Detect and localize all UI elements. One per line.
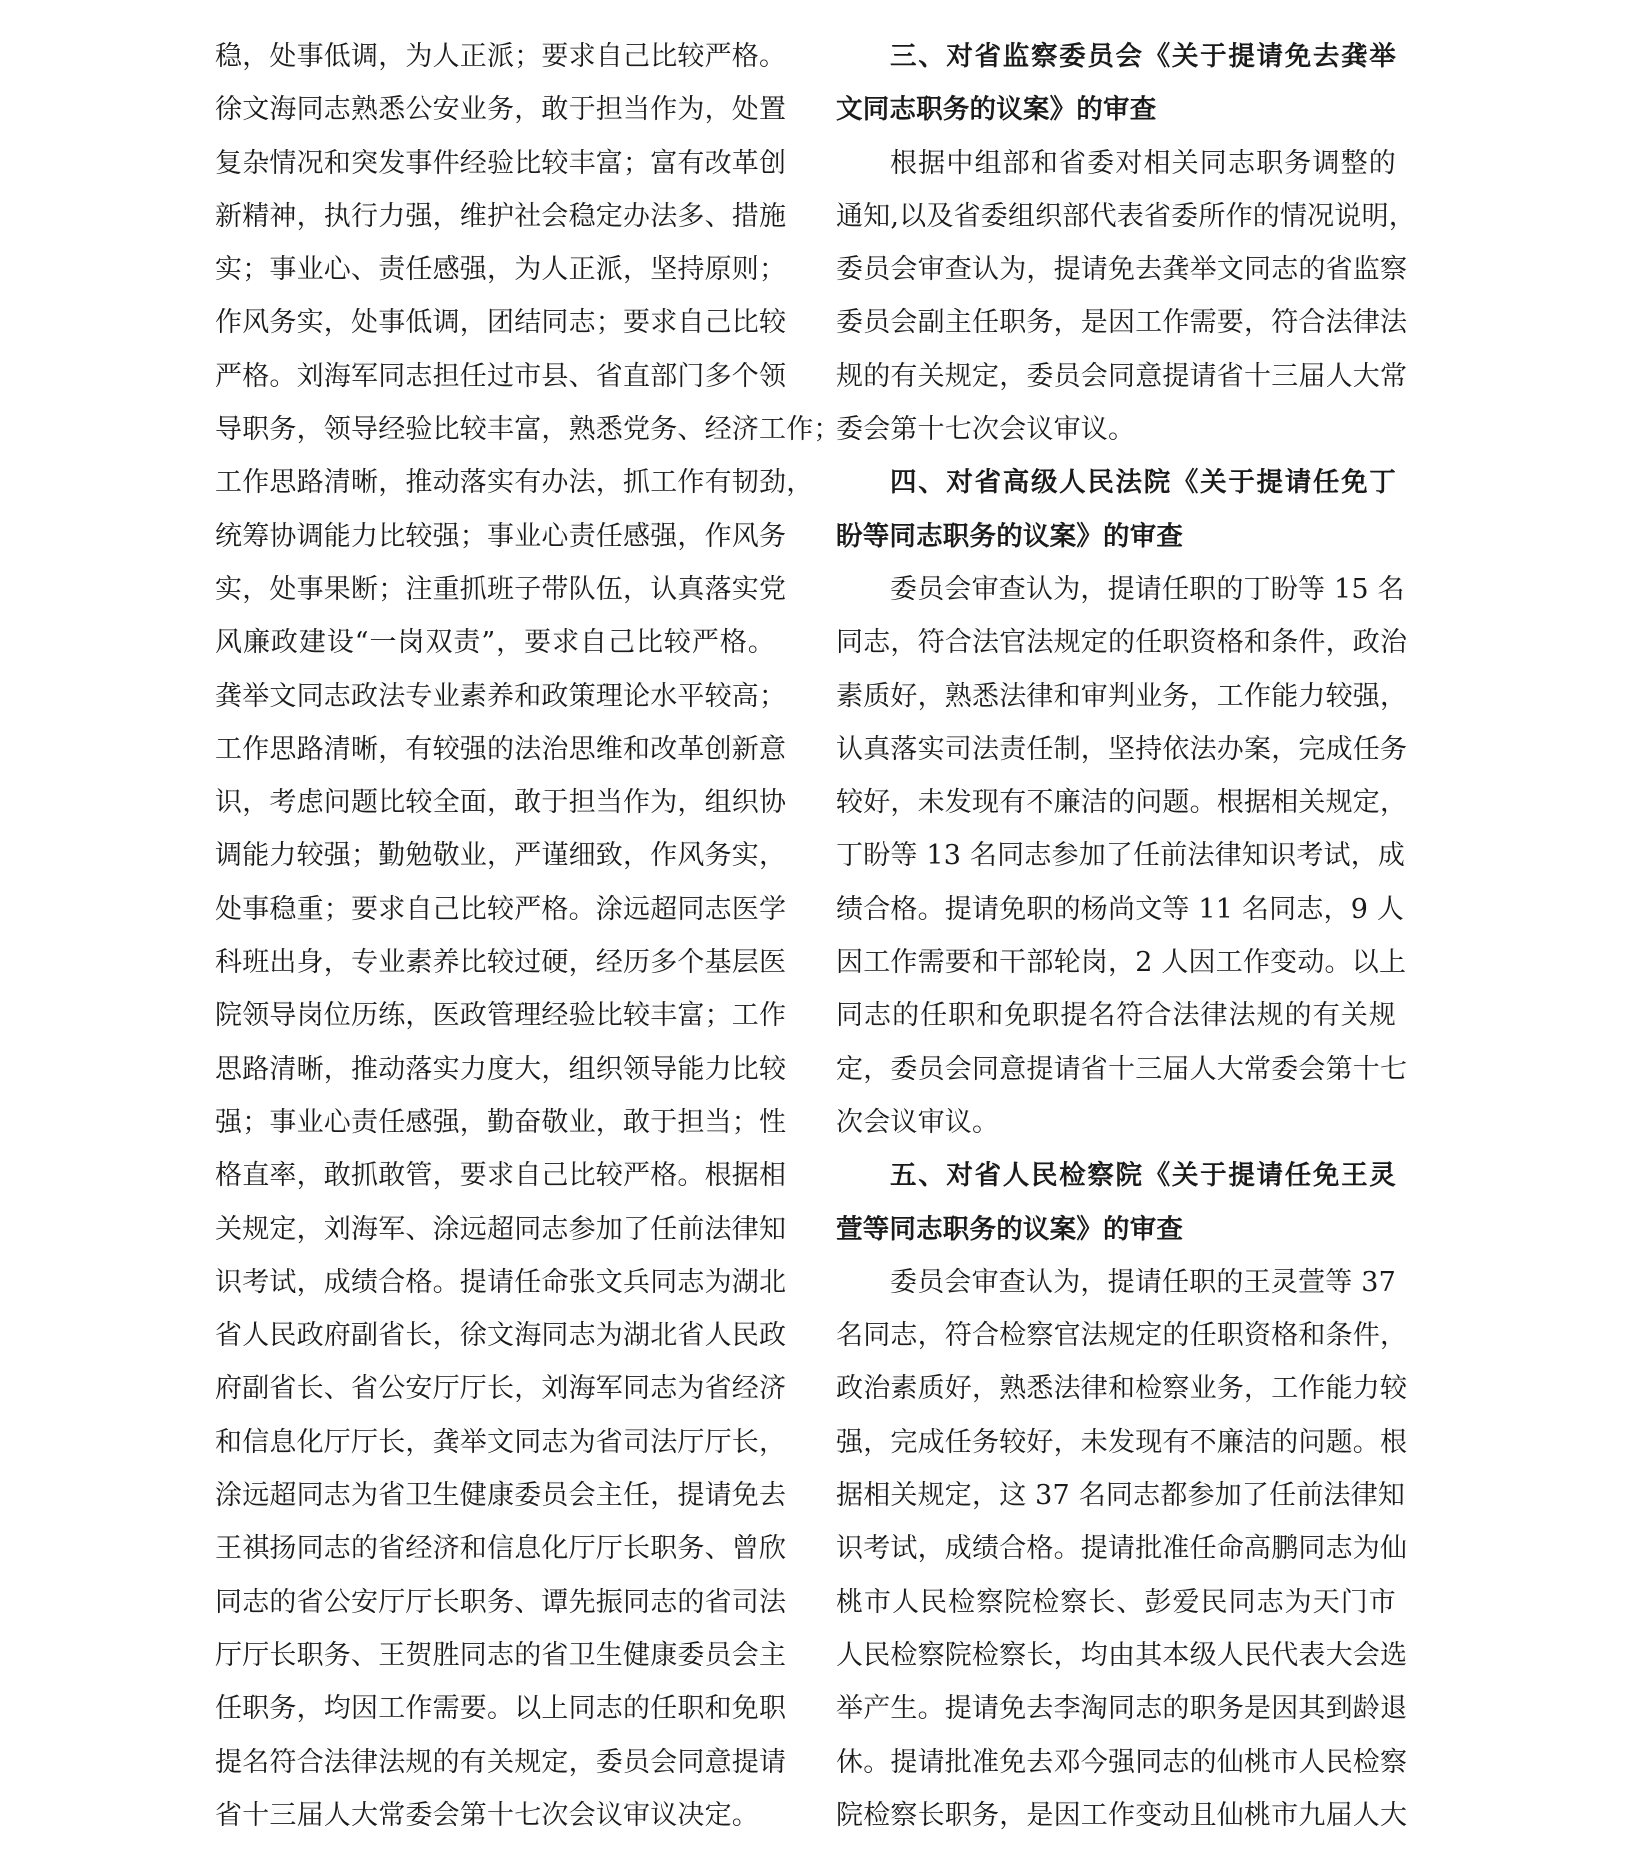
text-line: 涂远超同志为省卫生健康委员会主任，提请免去: [215, 1480, 787, 1512]
text-line: 严格。刘海军同志担任过市县、省直部门多个领: [215, 360, 787, 392]
text-line: 实；事业心、责任感强，为人正派，坚持原则；: [215, 254, 787, 286]
text-line: 委员会审查认为，提请任职的王灵萱等 37: [890, 1266, 1396, 1298]
text-line: 认真落实司法责任制，坚持依法办案，完成任务: [836, 733, 1408, 765]
text-line: 素质好，熟悉法律和审判业务，工作能力较强，: [836, 680, 1408, 712]
text-line: 科班出身，专业素养比较过硬，经历多个基层医: [215, 947, 787, 979]
text-line: 委员会副主任职务，是因工作需要，符合法律法: [836, 307, 1408, 339]
text-line: 定，委员会同意提请省十三届人大常委会第十七: [836, 1053, 1408, 1085]
section-heading: 五、对省人民检察院《关于提请任免王灵: [890, 1160, 1396, 1192]
text-line: 通知,以及省委组织部代表省委所作的情况说明，: [836, 200, 1416, 232]
text-line: 统筹协调能力比较强；事业心责任感强，作风务: [215, 520, 787, 552]
text-line: 格直率，敢抓敢管，要求自己比较严格。根据相: [215, 1160, 787, 1192]
text-line: 次会议审议。: [836, 1106, 1000, 1138]
section-heading: 文同志职务的议案》的审查: [836, 94, 1157, 126]
text-line: 名同志，符合检察官法规定的任职资格和条件，: [836, 1320, 1408, 1352]
text-line: 提名符合法律法规的有关规定，委员会同意提请: [215, 1746, 787, 1778]
text-line: 丁盼等 13 名同志参加了任前法律知识考试，成: [836, 840, 1406, 872]
text-line: 识考试，成绩合格。提请任命张文兵同志为湖北: [215, 1266, 787, 1298]
text-line: 据相关规定，这 37 名同志都参加了任前法律知: [836, 1480, 1406, 1512]
section-heading: 四、对省高级人民法院《关于提请任免丁: [890, 467, 1396, 499]
left-column: [215, 30, 841, 1842]
text-line: 导职务，领导经验比较丰富，熟悉党务、经济工作；: [215, 414, 841, 446]
text-line: 识考试，成绩合格。提请批准任命高鹏同志为仙: [836, 1533, 1408, 1565]
text-line: 王祺扬同志的省经济和信息化厅厅长职务、曾欣: [215, 1533, 787, 1565]
text-line: 龚举文同志政法专业素养和政策理论水平较高；: [215, 680, 787, 712]
text-line: 工作思路清晰，有较强的法治思维和改革创新意: [215, 733, 787, 765]
text-line: 新精神，执行力强，维护社会稳定办法多、措施: [215, 200, 787, 232]
text-line: 规的有关规定，委员会同意提请省十三届人大常: [836, 360, 1408, 392]
text-line: 府副省长、省公安厅厅长，刘海军同志为省经济: [215, 1373, 787, 1405]
section-heading: 萱等同志职务的议案》的审查: [836, 1213, 1184, 1245]
text-line: 院检察长职务，是因工作变动且仙桃市九届人大: [836, 1799, 1408, 1831]
text-line: 省十三届人大常委会第十七次会议审议决定。: [215, 1799, 759, 1831]
text-line: 强；事业心责任感强，勤奋敬业，敢于担当；性: [215, 1106, 787, 1138]
text-line: 绩合格。提请免职的杨尚文等 11 名同志，9 人: [836, 893, 1405, 925]
section-3: [836, 30, 1416, 456]
text-line: 根据中组部和省委对相关同志职务调整的: [890, 147, 1396, 179]
text-line: 风廉政建设“一岗双责”，要求自己比较严格。: [215, 627, 775, 659]
text-line: 厅厅长职务、王贺胜同志的省卫生健康委员会主: [215, 1639, 787, 1671]
text-line: 同志的省公安厅厅长职务、谭先振同志的省司法: [215, 1586, 787, 1618]
text-line: 作风务实，处事低调，团结同志；要求自己比较: [215, 307, 787, 339]
text-line: 举产生。提请免去李淘同志的职务是因其到龄退: [836, 1693, 1408, 1725]
text-line: 徐文海同志熟悉公安业务，敢于担当作为，处置: [215, 94, 787, 126]
text-line: 关规定，刘海军、涂远超同志参加了任前法律知: [215, 1213, 787, 1245]
text-line: 政治素质好，熟悉法律和检察业务，工作能力较: [836, 1373, 1408, 1405]
text-line: 委员会审查认为，提请免去龚举文同志的省监察: [836, 254, 1408, 286]
text-line: 同志的任职和免职提名符合法律法规的有关规: [836, 1000, 1396, 1032]
text-line: 思路清晰，推动落实力度大，组织领导能力比较: [215, 1053, 787, 1085]
text-line: 和信息化厅厅长，龚举文同志为省司法厅厅长，: [215, 1426, 787, 1458]
text-line: 因工作需要和干部轮岗，2 人因工作变动。以上: [836, 947, 1407, 979]
text-line: 工作思路清晰，推动落实有办法，抓工作有韧劲，: [215, 467, 814, 499]
text-line: 任职务，均因工作需要。以上同志的任职和免职: [215, 1693, 787, 1725]
section-heading: 三、对省监察委员会《关于提请免去龚举: [890, 41, 1396, 72]
text-line: 省人民政府副省长，徐文海同志为湖北省人民政: [215, 1320, 787, 1352]
text-line: 识，考虑问题比较全面，敢于担当作为，组织协: [215, 787, 787, 819]
text-line: 院领导岗位历练，医政管理经验比较丰富；工作: [215, 1000, 787, 1032]
text-line: 休。提请批准免去邓今强同志的仙桃市人民检察: [836, 1746, 1408, 1778]
text-line: 稳，处事低调，为人正派；要求自己比较严格。: [215, 41, 787, 72]
text-line: 强，完成任务较好，未发现有不廉洁的问题。根: [836, 1426, 1408, 1458]
text-line: 委员会审查认为，提请任职的丁盼等 15 名: [890, 573, 1405, 605]
text-line: 复杂情况和突发事件经验比较丰富；富有改革创: [215, 147, 787, 179]
section-4: [836, 456, 1408, 1149]
text-line: 较好，未发现有不廉洁的问题。根据相关规定，: [836, 787, 1408, 819]
text-line: 处事稳重；要求自己比较严格。涂远超同志医学: [215, 893, 787, 925]
text-line: 桃市人民检察院检察长、彭爱民同志为天门市: [836, 1586, 1396, 1618]
text-line: 调能力较强；勤勉敬业，严谨细致，作风务实，: [215, 840, 787, 872]
section-heading: 盼等同志职务的议案》的审查: [836, 520, 1184, 552]
text-line: 人民检察院检察长，均由其本级人民代表大会选: [836, 1639, 1408, 1671]
text-line: 实，处事果断；注重抓班子带队伍，认真落实党: [215, 573, 787, 605]
text-line: 委会第十七次会议审议。: [836, 414, 1136, 446]
section-5: [836, 1149, 1408, 1842]
text-line: 同志，符合法官法规定的任职资格和条件，政治: [836, 627, 1408, 659]
right-column: [836, 30, 1416, 1842]
